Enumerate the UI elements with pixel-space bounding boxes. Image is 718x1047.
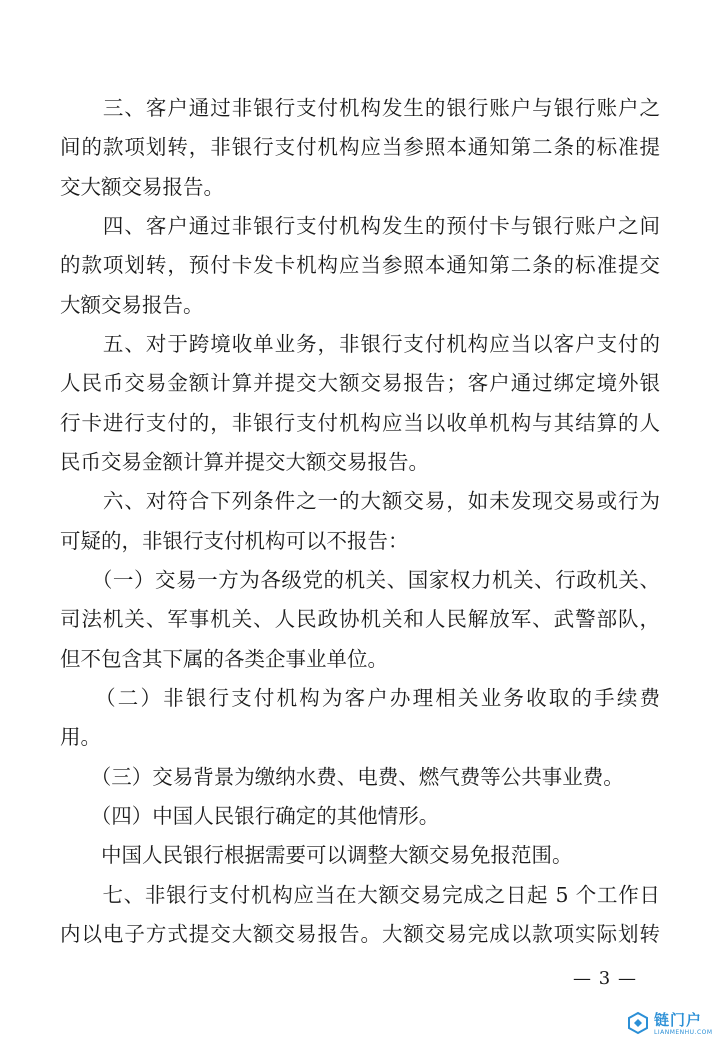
text-line: 七、非银行支付机构应当在大额交易完成之日起 5 个工作日 [60, 882, 660, 907]
watermark-title: 链门户 [654, 1011, 703, 1029]
text-line: （四）中国人民银行确定的其他情形。 [60, 804, 440, 828]
text-line: 大额交易报告。 [60, 292, 204, 317]
text-line: 五、对于跨境收单业务，非银行支付机构应当以客户支付的 [60, 332, 660, 356]
site-watermark [624, 1005, 712, 1043]
text-line: 四、客户通过非银行支付机构发生的预付卡与银行账户之间 [60, 214, 660, 238]
chain-link-icon [626, 1011, 650, 1035]
text-line: 的款项划转，预付卡发卡机构应当参照本通知第二条的标准提交 [60, 253, 660, 278]
text-line: 用。 [60, 725, 101, 750]
text-line: 内以电子方式提交大额交易报告。大额交易完成以款项实际划转 [60, 922, 660, 946]
text-line: 交大额交易报告。 [60, 174, 224, 199]
text-line: 中国人民银行根据需要可以调整大额交易免报范围。 [60, 843, 573, 868]
watermark-subtitle: LIANMENHU.COM [654, 1029, 713, 1036]
text-line: 六、对符合下列条件之一的大额交易，如未发现交易或行为 [60, 489, 660, 514]
page-number: — 3 — [573, 968, 637, 989]
text-line: 司法机关、军事机关、人民政协机关和人民解放军、武警部队， [60, 607, 660, 632]
text-line: 但不包含其下属的各类企事业单位。 [60, 646, 388, 671]
text-line: 可疑的，非银行支付机构可以不报告： [60, 528, 409, 553]
text-line: 人民币交易金额计算并提交大额交易报告；客户通过绑定境外银 [60, 371, 660, 396]
text-line: 民币交易金额计算并提交大额交易报告。 [60, 450, 429, 474]
text-line: 间的款项划转，非银行支付机构应当参照本通知第二条的标准提 [60, 135, 660, 160]
text-line: （一）交易一方为各级党的机关、国家权力机关、行政机关、 [60, 568, 660, 592]
text-line: （二）非银行支付机构为客户办理相关业务收取的手续费 [60, 686, 660, 710]
text-line: 三、客户通过非银行支付机构发生的银行账户与银行账户之 [60, 96, 660, 120]
text-line: 行卡进行支付的，非银行支付机构应当以收单机构与其结算的人 [60, 410, 660, 435]
text-line: （三）交易背景为缴纳水费、电费、燃气费等公共事业费。 [60, 764, 624, 789]
